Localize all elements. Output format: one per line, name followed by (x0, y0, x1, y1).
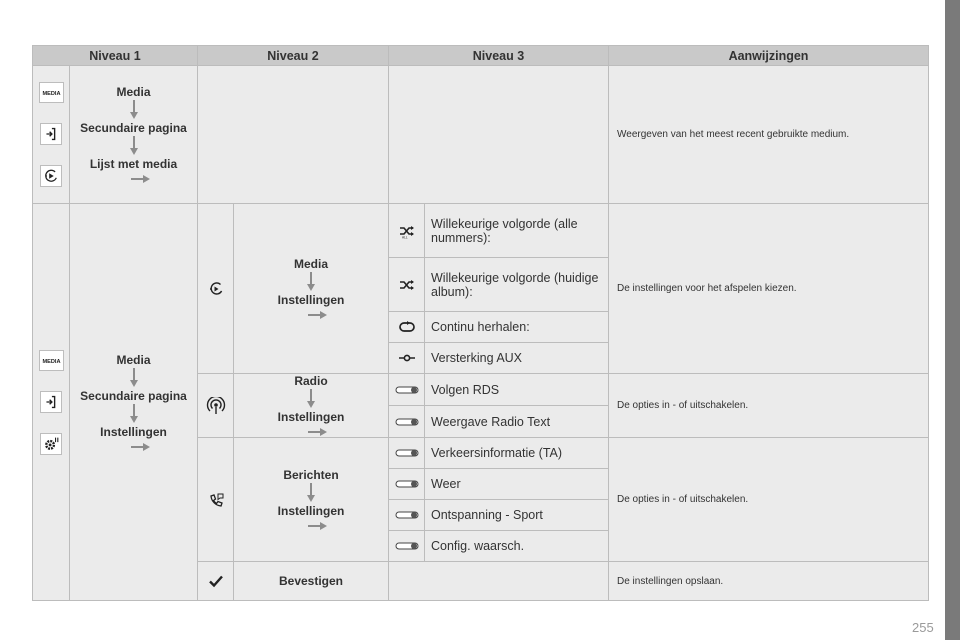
toggle-switch-icon (395, 479, 419, 489)
media-badge-text: MEDIA (41, 90, 61, 97)
arrow-right-icon (308, 427, 328, 437)
page-side-tab (945, 0, 960, 640)
option-aux-gain[interactable]: Versterking AUX (425, 343, 609, 374)
note-toggle-messages: De opties in - of uitschakelen. (609, 438, 929, 562)
page-number: 255 (912, 620, 934, 635)
table-row (33, 204, 929, 258)
settings-gear-icon (40, 433, 62, 455)
option-icon (389, 469, 425, 500)
level2-icon (198, 204, 234, 374)
toggle-switch-icon (395, 417, 419, 427)
note-recent-media: Weergeven van het meest recent gebruikte medium. (609, 66, 929, 204)
level1-path (70, 204, 198, 601)
confirm-label[interactable]: Bevestigen (278, 574, 344, 588)
table-header-row (33, 46, 929, 66)
level2-path (234, 562, 389, 601)
level3-empty (389, 66, 609, 204)
secondary-page-icon (40, 391, 62, 413)
level3-empty (389, 562, 609, 601)
level1-icons (33, 66, 70, 204)
header-level-1: Niveau 1 (33, 46, 198, 66)
arrow-down-icon (306, 483, 316, 503)
arrow-down-icon (306, 272, 316, 292)
svg-text:ALL: ALL (401, 235, 408, 239)
shuffle-album-icon (397, 276, 417, 294)
arrow-right-icon (131, 442, 151, 452)
option-shuffle-all[interactable]: Willekeurige volgorde (alle nummers): (425, 204, 609, 258)
repeat-icon (397, 318, 417, 336)
option-radio-text[interactable]: Weergave Radio Text (425, 406, 609, 438)
arrow-down-icon (129, 100, 139, 120)
level2-icon (198, 562, 234, 601)
path-media: Media (293, 257, 328, 271)
path-media-list: Lijst met media (89, 157, 178, 171)
level2-icon (198, 438, 234, 562)
path-radio: Radio (294, 374, 328, 388)
checkmark-icon (206, 572, 226, 590)
menu-table (32, 45, 929, 601)
path-settings: Instellingen (277, 410, 345, 424)
level1-path (70, 66, 198, 204)
arrow-down-icon (306, 389, 316, 409)
media-button-icon (39, 350, 64, 371)
option-alert-config[interactable]: Config. waarsch. (425, 531, 609, 562)
path-media: Media (116, 352, 151, 367)
arrow-down-icon (129, 404, 139, 424)
aux-gain-icon (397, 349, 417, 367)
path-secondary-page: Secundaire pagina (80, 121, 187, 135)
note-playback-settings: De instellingen voor het afspelen kiezen. (609, 204, 929, 374)
secondary-page-icon (40, 123, 62, 145)
option-shuffle-album[interactable]: Willekeurige volgorde (huidige album): (425, 258, 609, 312)
media-source-icon (206, 280, 226, 298)
arrow-right-icon (308, 310, 328, 320)
level1-icons (33, 204, 70, 601)
path-secondary-page: Secundaire pagina (80, 388, 187, 403)
toggle-switch-icon (395, 510, 419, 520)
header-notes: Aanwijzingen (609, 46, 929, 66)
toggle-switch-icon (395, 448, 419, 458)
messages-phone-icon (206, 491, 226, 509)
header-level-2: Niveau 2 (198, 46, 389, 66)
arrow-right-icon (308, 521, 328, 531)
path-settings: Instellingen (277, 504, 345, 518)
path-media: Media (116, 85, 151, 99)
option-icon (389, 204, 425, 258)
option-repeat[interactable]: Continu herhalen: (425, 312, 609, 343)
arrow-down-icon (129, 136, 139, 156)
option-rds[interactable]: Volgen RDS (425, 374, 609, 406)
option-traffic-info[interactable]: Verkeersinformatie (TA) (425, 438, 609, 469)
option-icon (389, 258, 425, 312)
path-messages: Berichten (283, 468, 339, 482)
path-settings: Instellingen (100, 424, 167, 439)
level2-path (234, 374, 389, 438)
note-save-settings: De instellingen opslaan. (609, 562, 929, 601)
toggle-switch-icon (395, 385, 419, 395)
option-icon (389, 438, 425, 469)
option-leisure-sport[interactable]: Ontspanning - Sport (425, 500, 609, 531)
path-settings: Instellingen (277, 293, 345, 307)
arrow-right-icon (131, 174, 151, 184)
media-badge-text: MEDIA (41, 358, 61, 365)
shuffle-all-icon (397, 222, 417, 240)
option-weather[interactable]: Weer (425, 469, 609, 500)
option-icon (389, 531, 425, 562)
option-icon (389, 374, 425, 406)
media-button-icon (39, 82, 64, 103)
header-level-3: Niveau 3 (389, 46, 609, 66)
radio-icon (206, 397, 226, 415)
level2-path (234, 438, 389, 562)
toggle-switch-icon (395, 541, 419, 551)
level2-icon (198, 374, 234, 438)
option-icon (389, 406, 425, 438)
level2-empty (198, 66, 389, 204)
option-icon (389, 343, 425, 374)
table-row (33, 66, 929, 204)
arrow-down-icon (129, 368, 139, 388)
media-list-icon (40, 165, 62, 187)
option-icon (389, 312, 425, 343)
option-icon (389, 500, 425, 531)
note-toggle-radio: De opties in - of uitschakelen. (609, 374, 929, 438)
level2-path (234, 204, 389, 374)
